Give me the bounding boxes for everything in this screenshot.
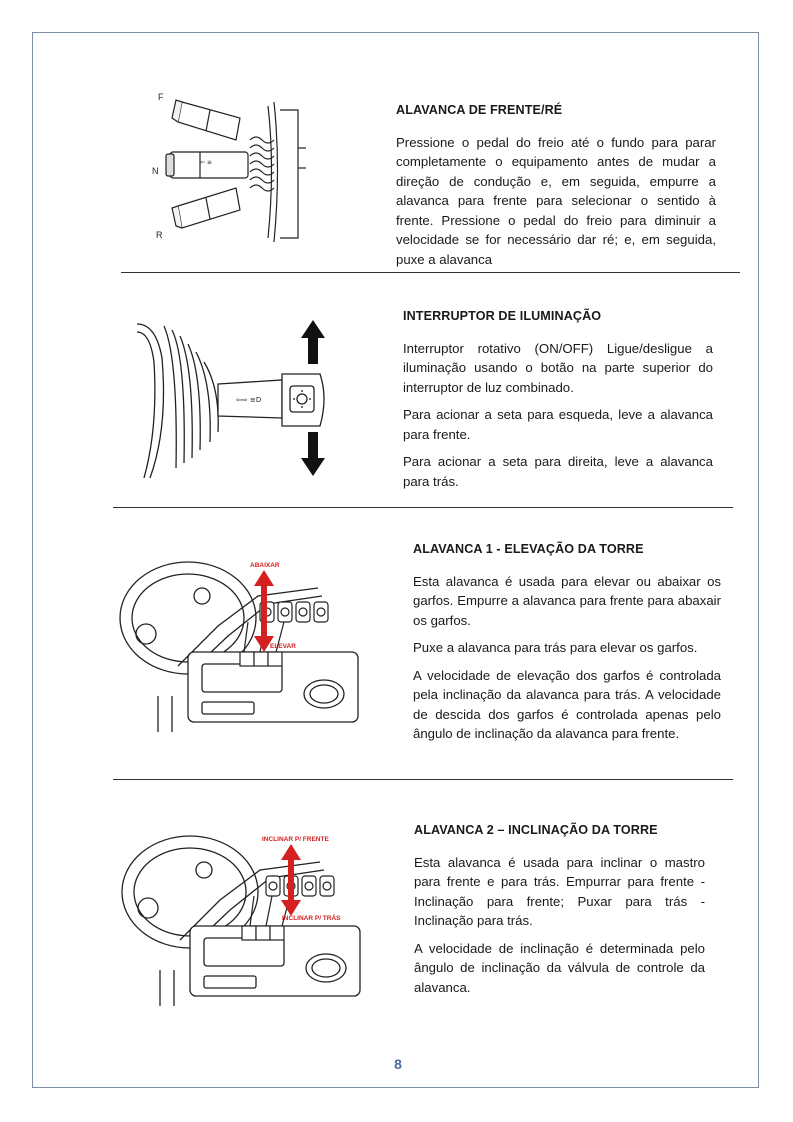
figure-label-tilt-back: INCLINAR P/ TRÁS — [282, 915, 341, 922]
section-title: ALAVANCA DE FRENTE/RÉ — [396, 103, 563, 117]
svg-text:⇦ ≡: ⇦ ≡ — [200, 159, 212, 166]
section-divider — [113, 779, 733, 780]
section-paragraph: Para acionar a seta para esqueda, leve a alavanca para frente. — [403, 407, 713, 442]
section-paragraph: A velocidade de elevação dos garfos é controlada pela inclinação da alavanca para trás. A velocidade de descida dos garfos é controlada apenas pelo ângulo de inclinação da alavanca para frente. — [413, 667, 721, 741]
label-neutral: N — [152, 166, 159, 176]
section-divider — [113, 507, 733, 508]
section-paragraph: Puxe a alavanca para trás para elevar os garfos. — [413, 640, 698, 655]
light-switch-illustration — [132, 318, 342, 483]
section-paragraph: Para acionar a seta para direita, leve a alavanca para trás. — [403, 454, 713, 489]
section-lever-1 — [413, 540, 721, 752]
figure-label-tilt-forward: INCLINAR P/ FRENTE — [262, 836, 329, 843]
figure-label-raise: ELEVAR — [270, 643, 296, 650]
section-light-switch — [403, 307, 713, 499]
figure-label-lower: ABAIXAR — [250, 562, 280, 569]
label-forward: F — [158, 92, 164, 102]
section-title: INTERRUPTOR DE ILUMINAÇÃO — [403, 309, 602, 323]
section-title: ALAVANCA 2 – INCLINAÇÃO DA TORRE — [414, 823, 658, 837]
section-divider — [121, 272, 740, 273]
section-paragraph: Esta alavanca é usada para elevar ou abaixar os garfos. Empurre a alavanca para frente para abaxair os garfos. — [413, 573, 721, 628]
forward-reverse-lever-illustration — [140, 88, 320, 248]
section-title: ALAVANCA 1 - ELEVAÇÃO DA TORRE — [413, 542, 644, 556]
lever-1-lift-illustration — [118, 556, 368, 732]
svg-text:⇦⇨ ≡D: ⇦⇨ ≡D — [236, 396, 262, 404]
section-paragraph: A velocidade de inclinação é determinada pelo ângulo de inclinação da válvula de controle da alavanca. — [414, 940, 705, 995]
section-paragraph: Pressione o pedal do freio até o fundo para parar completamente o equipamento antes de mudar a direção de condução e, em seguida, empurre a alavanca para frente para selecionar o sentido à frente. Pressione o pedal do freio para diminuir a velocidade se for necessário dar ré; e, em seguida, puxe a alavanca — [396, 134, 716, 267]
section-forward-reverse — [396, 101, 716, 277]
section-paragraph: Esta alavanca é usada para inclinar o mastro para frente e para trás. Empurrar para frente - Inclinação para frente; Puxar para trás - Inclinação para trás. — [414, 854, 705, 928]
section-paragraph: Interruptor rotativo (ON/OFF) Ligue/desligue a iluminação usando o botão na parte superior do interruptor de luz combinado. — [403, 340, 713, 395]
label-reverse: R — [156, 230, 163, 240]
page-number: 8 — [394, 1056, 402, 1072]
section-lever-2 — [414, 821, 705, 1005]
